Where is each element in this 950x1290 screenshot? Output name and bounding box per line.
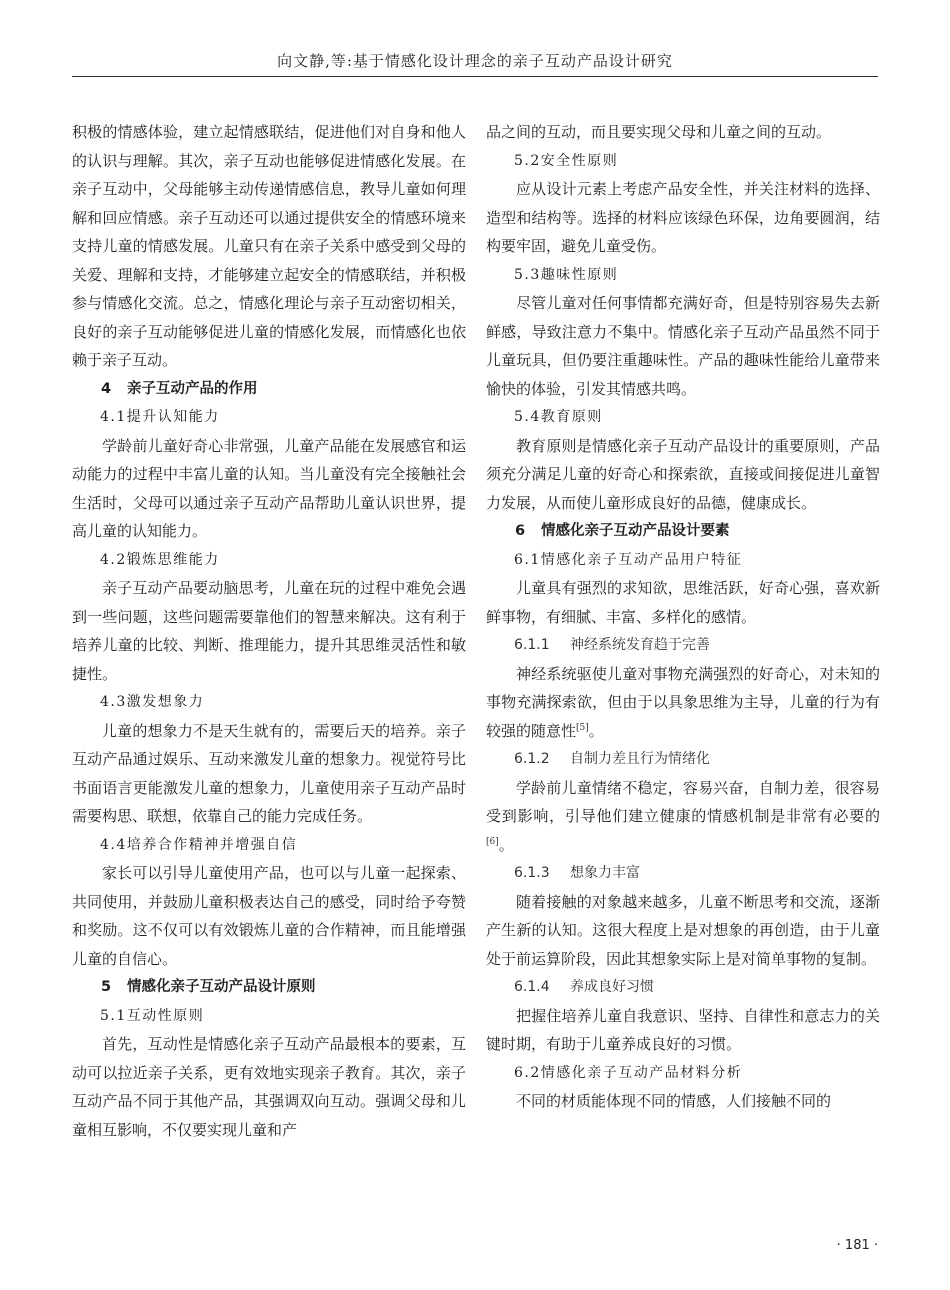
section-number: 5.1 bbox=[100, 1007, 127, 1024]
subsubsection-heading-6-1-2 bbox=[486, 745, 880, 774]
subsection-heading-5-4 bbox=[486, 403, 880, 432]
paragraph: 不同的材质能体现不同的情感，人们接触不同的 bbox=[516, 1092, 832, 1110]
paragraph: 积极的情感体验，建立起情感联结，促进他们对自身和他人的认识与理解。其次，亲子互动也能够促进情感化发展。在亲子互动中，父母能够主动传递情感信息，教导儿童如何理解和回应情感。亲子互动还可以通过提供安全的情感环境来支持儿童的情感发展。儿童只有在亲子关系中感受到父母的关爱、理解和支持，才能够建立起安全的情感联结，并积极参与情感化交流。总之，情感化理论与亲子互动密切相关，良好的亲子互动能够促进儿童的情感化发展，而情感化也依赖于亲子互动。 bbox=[72, 123, 466, 369]
subsection-heading-4-2 bbox=[72, 546, 466, 575]
section-title: 情感化亲子互动产品材料分析 bbox=[540, 1064, 743, 1081]
section-number: 6 bbox=[515, 523, 526, 539]
section-title: 互动性原则 bbox=[126, 1007, 205, 1024]
section-number: 6.1.1 bbox=[514, 637, 550, 653]
section-title: 想象力丰富 bbox=[570, 865, 640, 881]
subsubsection-heading-6-1-3 bbox=[486, 859, 880, 888]
section-number: 5.3 bbox=[514, 266, 541, 283]
section-title: 亲子互动产品的作用 bbox=[127, 380, 258, 397]
citation-ref-6[interactable]: [6] bbox=[486, 836, 499, 847]
section-title: 养成良好习惯 bbox=[570, 979, 654, 995]
section-number: 6.1.4 bbox=[514, 979, 550, 995]
paragraph: 品之间的互动，而且要实现父母和儿童之间的互动。 bbox=[486, 123, 832, 141]
paragraph bbox=[486, 660, 880, 746]
section-number: 6.1.2 bbox=[514, 751, 550, 767]
left-column bbox=[72, 118, 466, 1144]
subsubsection-heading-6-1-4 bbox=[486, 973, 880, 1002]
section-title: 激发想象力 bbox=[126, 694, 205, 710]
paragraph: 应从设计元素上考虑产品安全性，并关注材料的选择、造型和结构等。选择的材料应该绿色环保，边角要圆润，结构要牢固，避免儿童受伤。 bbox=[486, 180, 880, 255]
section-title: 自制力差且行为情绪化 bbox=[570, 751, 710, 767]
subsection-heading-5-3 bbox=[486, 261, 880, 290]
section-title: 情感化亲子互动产品设计要素 bbox=[541, 523, 730, 539]
paragraph-end: 。 bbox=[498, 835, 514, 854]
subsection-heading-6-2 bbox=[486, 1059, 880, 1088]
paragraph-end: 。 bbox=[588, 721, 604, 740]
section-title: 培养合作精神并增强自信 bbox=[126, 836, 298, 853]
subsection-heading-5-2 bbox=[486, 147, 880, 176]
section-heading-6 bbox=[486, 517, 880, 546]
paragraph: 家长可以引导儿童使用产品，也可以与儿童一起探索、共同使用，并鼓励儿童积极表达自己的感受，同时给予夸赞和奖励。这不仅可以有效锻炼儿童的合作精神，而且能增强儿童的自信心。 bbox=[72, 864, 466, 968]
section-number: 4.3 bbox=[100, 694, 127, 710]
section-title: 安全性原则 bbox=[540, 152, 619, 169]
paragraph: 教育原则是情感化亲子互动产品设计的重要原则，产品须充分满足儿童的好奇心和探索欲，直接或间接促进儿童智力发展，从而使儿童形成良好的品德，健康成长。 bbox=[486, 436, 880, 512]
section-heading-4 bbox=[72, 375, 466, 404]
section-number: 6.1.3 bbox=[514, 865, 550, 881]
section-number: 4.4 bbox=[100, 836, 127, 853]
section-number: 4.2 bbox=[100, 551, 127, 568]
subsection-heading-4-4 bbox=[72, 831, 466, 860]
paragraph: 把握住培养儿童自我意识、坚持、自律性和意志力的关键时期，有助于儿童养成良好的习惯。 bbox=[486, 1006, 880, 1053]
section-title: 情感化亲子互动产品设计原则 bbox=[127, 979, 316, 995]
right-column bbox=[486, 118, 880, 1116]
section-title: 提升认知能力 bbox=[126, 409, 220, 425]
section-heading-5 bbox=[72, 973, 466, 1002]
section-number: 4 bbox=[101, 380, 112, 397]
subsection-heading-4-3 bbox=[72, 688, 466, 717]
section-title: 神经系统发育趋于完善 bbox=[570, 637, 710, 653]
section-number: 5 bbox=[101, 979, 112, 995]
running-header: 向文静,等:基于情感化设计理念的亲子互动产品设计研究 bbox=[277, 52, 673, 70]
paragraph: 尽管儿童对任何事情都充满好奇，但是特别容易失去新鲜感，导致注意力不集中。情感化亲子互动产品虽然不同于儿童玩具，但仍要注重趣味性。产品的趣味性能给儿童带来愉快的体验，引发其情感共鸣。 bbox=[486, 294, 880, 398]
section-number: 6.2 bbox=[514, 1064, 541, 1081]
section-number: 5.4 bbox=[514, 409, 541, 425]
subsection-heading-5-1 bbox=[72, 1002, 466, 1031]
section-number: 6.1 bbox=[514, 551, 541, 568]
subsubsection-heading-6-1-1 bbox=[486, 631, 880, 660]
paragraph: 亲子互动产品要动脑思考，儿童在玩的过程中难免会遇到一些问题，这些问题需要靠他们的智慧来解决。这有利于培养儿童的比较、判断、推理能力，提升其思维灵活性和敏捷性。 bbox=[72, 579, 466, 683]
paragraph-text: 神经系统驱使儿童对事物充满强烈的好奇心，对未知的事物充满探索欲，但由于以具象思维为主导，儿童的行为有较强的随意性 bbox=[486, 664, 880, 740]
paragraph: 学龄前儿童好奇心非常强，儿童产品能在发展感官和运动能力的过程中丰富儿童的认知。当儿童没有完全接触社会生活时，父母可以通过亲子互动产品帮助儿童认识世界，提高儿童的认知能力。 bbox=[72, 436, 466, 540]
section-number: 5.2 bbox=[514, 152, 541, 169]
section-title: 情感化亲子互动产品用户特征 bbox=[540, 551, 743, 568]
subsection-heading-4-1 bbox=[72, 403, 466, 432]
page-number: · 181 · bbox=[836, 1238, 878, 1253]
paragraph: 儿童的想象力不是天生就有的，需要后天的培养。亲子互动产品通过娱乐、互动来激发儿童的想象力。视觉符号比书面语言更能激发儿童的想象力，儿童使用亲子互动产品时需要构思、联想，依靠自己的能力完成任务。 bbox=[72, 721, 466, 825]
paragraph: 随着接触的对象越来越多，儿童不断思考和交流，逐渐产生新的认知。这很大程度上是对想象的再创造，由于儿童处于前运算阶段，因此其想象实际上是对简单事物的复制。 bbox=[486, 892, 880, 968]
header-rule bbox=[72, 76, 878, 77]
section-title: 趣味性原则 bbox=[540, 266, 619, 283]
section-number: 4.1 bbox=[100, 409, 127, 425]
section-title: 锻炼思维能力 bbox=[126, 551, 220, 568]
paragraph-text: 学龄前儿童情绪不稳定，容易兴奋，自制力差，很容易受到影响，引导他们建立健康的情感机制是非常有必要的 bbox=[486, 778, 880, 825]
section-title: 教育原则 bbox=[540, 409, 603, 425]
citation-ref-5[interactable]: [5] bbox=[576, 722, 589, 733]
paragraph: 儿童具有强烈的求知欲，思维活跃，好奇心强，喜欢新鲜事物，有细腻、丰富、多样化的感情。 bbox=[486, 579, 880, 626]
subsection-heading-6-1 bbox=[486, 546, 880, 575]
paragraph bbox=[486, 774, 880, 860]
paragraph: 首先，互动性是情感化亲子互动产品最根本的要素，互动可以拉近亲子关系，更有效地实现亲子教育。其次，亲子互动产品不同于其他产品，其强调双向互动。强调父母和儿童相互影响，不仅要实现儿童和产 bbox=[72, 1035, 466, 1139]
